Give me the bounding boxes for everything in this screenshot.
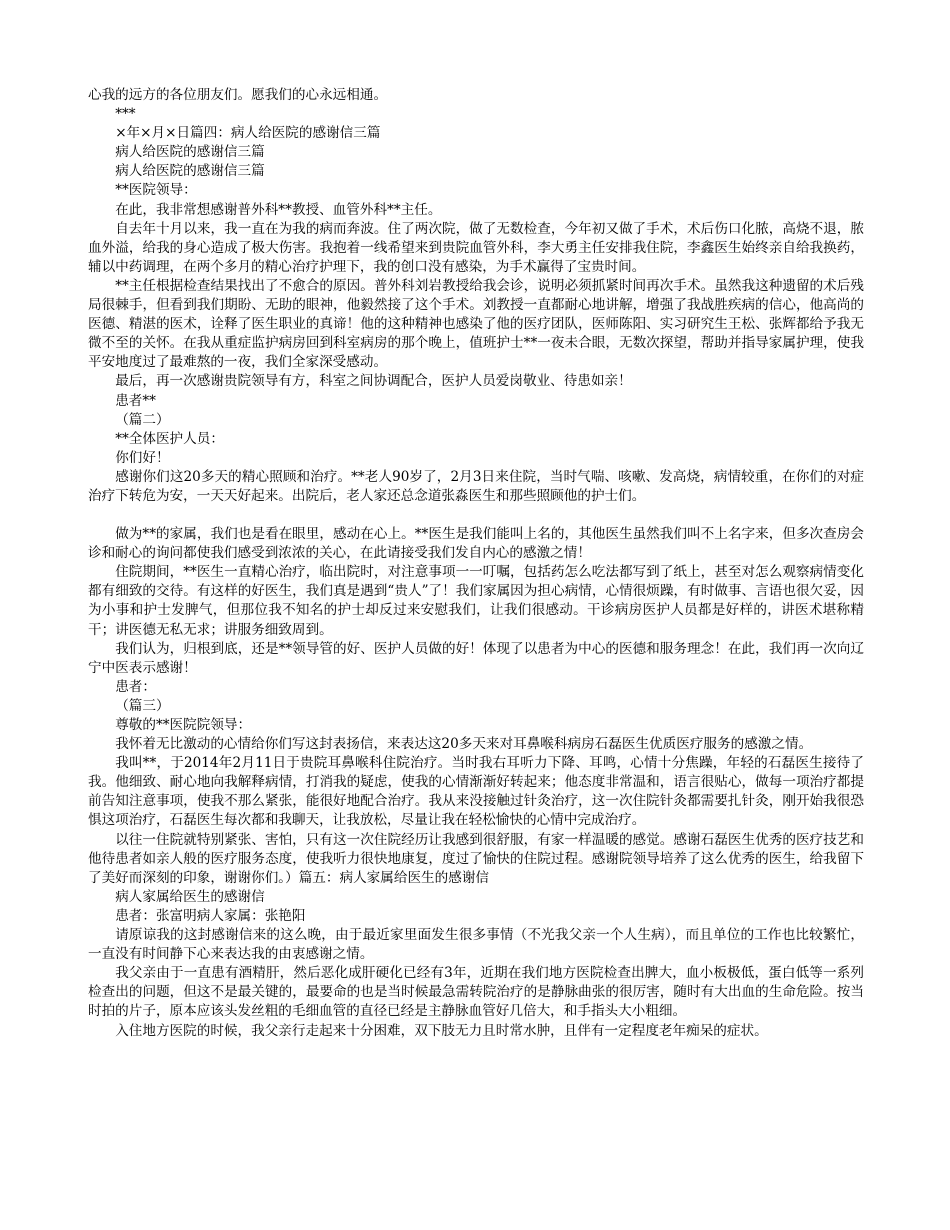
paragraph: 患者： — [115, 678, 156, 695]
paragraph: ×年×月×日篇四：病人给医院的感谢信三篇 — [115, 125, 381, 142]
paragraph: 患者** — [115, 392, 156, 409]
paragraph: 在此，我非常想感谢普外科**教授、血管外科**主任。 — [115, 201, 442, 218]
paragraph: 心我的远方的各位朋友们。愿我们的心永远相通。 — [88, 87, 388, 103]
paragraph: 感谢你们这20多天的精心照顾和治疗。**老人90岁了，2月3日来住院，当时气喘、咳嗽、发高烧，病情较重，在你们的对症治疗下转危为安，一天天好起来。出院后，老人家还总念道张淼医生和那些照顾他的护士们。 — [88, 468, 864, 504]
paragraph: 自去年十月以来，我一直在为我的病而奔波。住了两次院，做了无数检查，今年初又做了手术，术后伤口化脓，高烧不退，脓血外溢，给我的身心造成了极大伤害。我抱着一线希望来到贵院血管外科，李大勇主任安排我住院，李鑫医生始终亲自给我换药，辅以中药调理，在两个多月的精心治疗护理下，我的创口没有感染，为手术赢得了宝贵时间。 — [88, 220, 864, 275]
paragraph: 住院期间，**医生一直精心治疗，临出院时，对注意事项一一叮嘱，包括药怎么吃法都写到了纸上，甚至对怎么观察病情变化都有细致的交待。有这样的好医生，我们真是遇到“贵人”了！我们家属因为担心病情，心情很烦躁，有时做事、言语也很欠妥，因为小事和护士发脾气，但那位我不知名的护士却反过来安慰我们，让我们很感动。干诊病房医护人员都是好样的，讲医术堪称精干；讲医德无私无求；讲服务细致周到。 — [88, 564, 864, 638]
paragraph: 做为**的家属，我们也是看在眼里，感动在心上。**医生是我们能叫上名的，其他医生虽然我们叫不上名字来，但多次查房会诊和耐心的询问都使我们感受到浓浓的关心，在此请接受我们发自内心的感激之情！ — [88, 526, 864, 562]
document-body — [88, 86, 864, 1041]
paragraph: *** — [115, 106, 136, 123]
paragraph: 你们好！ — [115, 449, 170, 466]
paragraph: **全体医护人员： — [115, 430, 224, 447]
paragraph: 我叫**，于2014年2月11日于贵院耳鼻喉科住院治疗。当时我右耳听力下降、耳鸣，心情十分焦躁，年轻的石磊医生接待了我。他细致、耐心地向我解释病情，打消我的疑虑，使我的心情渐渐好转起来；他态度非常温和，语言很贴心，做每一项治疗都提前告知注意事项，使我不那么紧张，能很好地配合治疗。我从来没接触过针灸治疗，这一次住院针灸都需要扎针灸，刚开始我很恐惧这项治疗，石磊医生每次都和我聊天，让我放松，尽量让我在轻松愉快的心情中完成治疗。 — [88, 755, 864, 829]
paragraph: 我怀着无比激动的心情给你们写这封表扬信，来表达这20多天来对耳鼻喉科病房石磊医生优质医疗服务的感激之情。 — [115, 736, 813, 753]
paragraph: 以往一住院就特别紧张、害怕，只有这一次住院经历让我感到很舒服，有家一样温暖的感觉。感谢石磊医生优秀的医疗技艺和他待患者如亲人般的医疗服务态度，使我听力很快地康复，度过了愉快的住院过程。感谢院领导培养了这么优秀的医生，给我留下了美好而深刻的印象，谢谢你们。）篇五：病人家属给医生的感谢信 — [88, 831, 864, 886]
paragraph: 病人家属给医生的感谢信 — [115, 888, 265, 905]
paragraph: （篇三） — [115, 697, 170, 714]
paragraph: 最后，再一次感谢贵院领导有方，科室之间协调配合，医护人员爱岗敬业、待患如亲！ — [115, 373, 632, 390]
paragraph: **主任根据检查结果找出了不愈合的原因。普外科刘岩教授给我会诊，说明必须抓紧时间再次手术。虽然我这种遗留的术后残局很棘手，但看到我们期盼、无助的眼神，他毅然接了这个手术。刘教授一直都耐心地讲解，增强了我战胜疾病的信心，他高尚的医德、精湛的医术，诠释了医生职业的真谛！他的这种精神也感染了他的医疗团队，医师陈阳、实习研究生王松、张辉都给予我无微不至的关怀。在我从重症监护病房回到科室病房的那个晚上，值班护士**一夜未合眼，无数次探望，帮助并指导家属护理，使我平安地度过了最难熬的一夜，我们全家深受感动。 — [88, 277, 864, 371]
paragraph: 尊敬的**医院院领导： — [115, 717, 252, 733]
paragraph: **医院领导： — [115, 182, 197, 199]
paragraph: 我们认为，归根到底，还是**领导管的好、医护人员做的好！体现了以患者为中心的医德和服务理念！在此，我们再一次向辽宁中医表示感谢！ — [88, 640, 864, 676]
paragraph: 病人给医院的感谢信三篇 — [115, 163, 265, 180]
paragraph: 入住地方医院的时候，我父亲行走起来十分困难，双下肢无力且时常水肿，且伴有一定程度老年痴呆的症状。 — [115, 1022, 768, 1039]
paragraph: 患者：张富明病人家属：张艳阳 — [115, 907, 306, 924]
paragraph: 我父亲由于一直患有酒精肝，然后恶化成肝硬化已经有3年，近期在我们地方医院检查出脾大，血小板极低，蛋白低等一系列检查出的问题，但这不是最关键的，最要命的也是当时候最急需转院治疗的是静脉曲张的很厉害，随时有大出血的生命危险。按当时拍的片子，原本应该头发丝粗的毛细血管的直径已经是主静脉血管好几倍大，和手指头大小粗细。 — [88, 965, 864, 1020]
paragraph: （篇二） — [115, 411, 170, 428]
paragraph: 病人给医院的感谢信三篇 — [115, 144, 265, 161]
paragraph: 请原谅我的这封感谢信来的这么晚，由于最近家里面发生很多事情（不光我父亲一个人生病），而且单位的工作也比较繁忙，一直没有时间静下心来表达我的由衷感谢之情。 — [88, 927, 864, 963]
